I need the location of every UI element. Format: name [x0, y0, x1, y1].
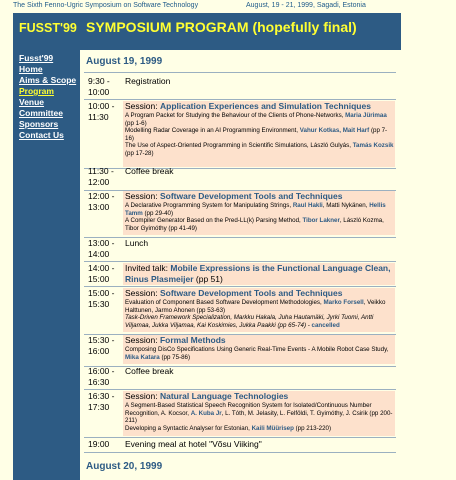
time-end: 15:00: [88, 274, 110, 284]
session-title: Application Experiences and Simulation Techniques: [159, 101, 371, 111]
paper-entry: Task-Driven Framework Specialization, Markku Hakala, Juha Hautamäki, Jyrki Tuomi, Antti Viljamaa, Jukka Viljamaa, Kai Koskimies, Jukka Paakki (pp 65-74) - cancelled: [125, 314, 374, 329]
page-title: SYMPOSIUM PROGRAM (hopefully final): [86, 19, 357, 35]
session-label: Session:: [125, 335, 158, 345]
speaker-link[interactable]: Rinus Plasmeijer: [125, 274, 194, 284]
time-end: 11:30: [88, 112, 109, 122]
session-title: Formal Methods: [159, 335, 226, 345]
time-end: 12:00: [88, 177, 110, 187]
paper-entry: A Program Packet for Studying the Behaviour of the Clients of Phone-Networks, Maria Jürimaa (pp 1-6): [125, 112, 387, 127]
session-title: Natural Language Technologies: [159, 391, 289, 401]
session-label: Session:: [125, 288, 158, 298]
divider: [84, 286, 396, 287]
event-label: Evening meal at hotel "Võsu Viiking": [125, 439, 262, 449]
time-start: 14:00 -: [88, 263, 115, 273]
nav-link-sponsors[interactable]: Sponsors: [19, 119, 59, 129]
paper-entry: A Segment-Based Statistical Speech Recognition System for Isolated/Continuous Number Recognition, A. Kocsor, A. Kuba Jr, L. Tóth, M. Jelasity, L. Felföldi, T. Gyimóthy, J. Csirik (pp 200-211): [125, 402, 393, 425]
time-start: 10:00 -: [88, 101, 115, 111]
session-block: [123, 288, 395, 332]
session-block: [123, 191, 395, 235]
paper-entry: Composing DisCo Specifications Using Generic Real-Time Events - A Mobile Robot Case Study, Mika Katara (pp 75-86): [125, 346, 389, 361]
talk-title: Mobile Expressions is the Functional Language Clean,: [170, 263, 391, 273]
divider: [84, 389, 396, 390]
time-start: 16:00 -: [88, 366, 115, 376]
divider: [84, 72, 396, 73]
event-label: Coffee break: [125, 166, 174, 176]
author-link[interactable]: Tamás Kozsik: [352, 142, 394, 150]
time-start: 15:00 -: [88, 288, 115, 298]
author-link[interactable]: A. Kuba Jr: [190, 409, 222, 417]
divider: [84, 99, 396, 100]
time-start: 13:00 -: [88, 238, 115, 248]
nav-link-program[interactable]: Program: [19, 86, 54, 96]
paper-entry: The Use of Aspect-Oriented Programming in Scientific Simulations, László Gulyás, Tamás Kozsik (pp 17-28): [125, 142, 394, 157]
paper-entry: A Compiler Generator Based on the Pred-LL(k) Parsing Method, Tibor Lakner, László Kozma, Tibor Gyimóthy (pp 41-49): [125, 217, 384, 232]
author-link[interactable]: Raul Hakli: [292, 202, 323, 209]
conference-dates: August, 19 - 21, 1999, Sagadi, Estonia: [246, 2, 366, 9]
time-start: 11:30 -: [88, 166, 114, 176]
paper-entry: Modelling Radar Coverage in an AI Programming Environment, Vahur Kotkas, Mait Harf (pp 7-16): [125, 127, 388, 142]
event-label: Lunch: [125, 238, 149, 248]
top-bar: [0, 0, 456, 13]
nav-link-aims-scope[interactable]: Aims & Scope: [19, 75, 77, 85]
paper-entry: Developing a Syntactic Analyser for Estonian, Kaili Müürisep (pp 213-220): [125, 424, 332, 432]
session-block: [123, 101, 395, 167]
time-start: 9:30 -: [88, 76, 110, 86]
day-heading: August 19, 1999: [86, 56, 163, 67]
author-link[interactable]: Maria Jürimaa: [345, 112, 387, 119]
event-label: Coffee break: [125, 366, 174, 376]
time-start: 12:00 -: [88, 191, 115, 201]
session-label: Session:: [125, 101, 158, 111]
time-end: 17:30: [88, 402, 110, 412]
time-start: 19:00: [88, 439, 110, 449]
author-link[interactable]: Kaili Müürisep: [251, 424, 294, 432]
nav-link-home[interactable]: Home: [19, 64, 43, 74]
conference-name: The Sixth Fenno-Ugric Symposium on Software Technology: [13, 2, 199, 9]
time-end: 10:00: [88, 87, 110, 97]
conference-code: FUSST'99: [19, 21, 77, 35]
author-link[interactable]: Tibor Lakner: [302, 217, 340, 225]
divider: [84, 452, 396, 453]
program-content: [80, 50, 400, 480]
session-label: Invited talk:: [125, 263, 168, 273]
time-start: 15:30 -: [88, 335, 115, 345]
session-block: [123, 391, 395, 436]
invited-talk-block: Invited talk: Mobile Expressions is the Functional Language Clean, Rinus Plasmeijer (pp 51): [123, 263, 395, 285]
time-end: 16:30: [88, 377, 110, 387]
paper-entry: Evaluation of Component Based Software Development Methodologies, Marko Forsell, Veikko Halttunen, Jarmo Ahonen (pp 53-63): [125, 299, 386, 314]
author-link[interactable]: Mika Katara: [125, 353, 160, 361]
nav-link-venue[interactable]: Venue: [19, 97, 45, 107]
sidebar-nav: [13, 50, 80, 480]
session-label: Session:: [125, 191, 158, 201]
nav-link-committee[interactable]: Committee: [19, 108, 63, 118]
author-link[interactable]: Hellis Tamm: [125, 202, 386, 217]
day-heading: August 20, 1999: [86, 461, 163, 472]
author-link[interactable]: Marko Forsell: [323, 299, 364, 306]
session-title: Software Development Tools and Techniques: [159, 288, 343, 298]
event-label: Registration: [125, 76, 171, 86]
author-link[interactable]: Vahur Kotkas, Mait Harf: [299, 127, 370, 135]
time-end: 13:00: [88, 202, 110, 212]
divider: [84, 437, 396, 438]
session-block: [123, 335, 395, 364]
time-end: 14:00: [88, 249, 110, 259]
time-end: 16:00: [88, 346, 110, 356]
time-start: 16:30 -: [88, 391, 115, 401]
nav-link-fusst99[interactable]: Fusst'99: [19, 53, 54, 63]
session-title: Software Development Tools and Techniques: [159, 191, 343, 201]
nav-link-contact-us[interactable]: Contact Us: [19, 130, 64, 140]
divider: [84, 261, 396, 262]
time-end: 15:30: [88, 299, 110, 309]
paper-entry: A Declarative Programming System for Manipulating Strings, Raul Hakli, Matti Nykänen, Hellis Tamm (pp 29-40): [125, 202, 386, 217]
cancelled-status: cancelled: [311, 321, 340, 329]
page-header: [13, 13, 401, 50]
session-label: Session:: [125, 391, 158, 401]
